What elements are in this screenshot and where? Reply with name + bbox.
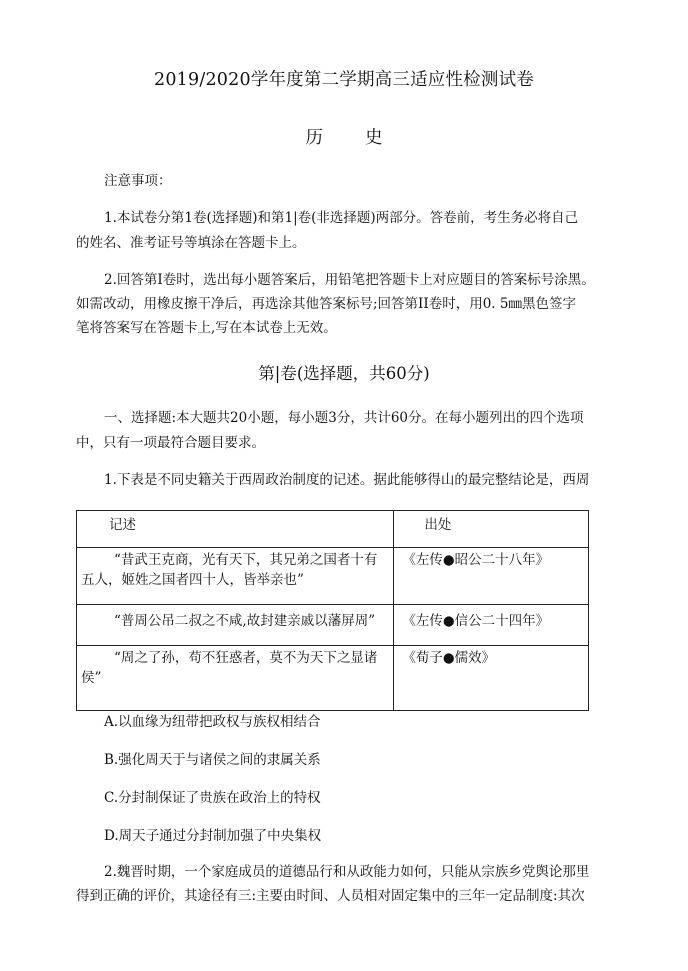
- option-c: C.分封制保证了贵族在政治上的特权: [104, 790, 321, 806]
- table-record-1: “昔武王克商，光有天下，其兄弟之国者十有五人，姬姓之国者四十人，皆举亲也”: [81, 552, 378, 588]
- instructions-line-1: 一、选择题:本大题共20小题，每小题3分，共计60分。在每小题列出的四个选项: [104, 410, 584, 426]
- table-record-3: “周之了孙，苟不狂惑者，莫不为天下之显诸侯”: [81, 650, 378, 686]
- notice-item-1-line-2: 的姓名、准考证号等填涂在答题卡上。: [76, 235, 306, 251]
- table-source-1: 《左传●昭公二十八年》: [394, 548, 589, 605]
- question-1-stem: 1.下表是不同史籍关于西周政治制度的记述。据此能够得山的最完整结论是，西周: [104, 472, 590, 488]
- subject-char-1: 历: [305, 128, 323, 148]
- notice-item-2-line-2: 如需改动，用橡皮擦干净后，再选涂其他答案标号;回答第II卷时，用0. 5㎜黑色签字: [76, 296, 576, 312]
- table-record-2: “普周公吊二叔之不咸,故封建亲戚以藩屏周”: [114, 613, 376, 629]
- option-b: B.强化周天于与诸侯之间的隶属关系: [104, 752, 321, 768]
- option-d: D.周天子通过分封制加强了中央集权: [104, 828, 322, 844]
- subject-char-2: 史: [365, 128, 383, 148]
- table-source-3: 《荀子●儒效》: [394, 646, 589, 711]
- table-row: [77, 548, 589, 605]
- table-row: [77, 605, 589, 646]
- source-table: [76, 510, 589, 711]
- notice-item-1-line-1: 1.本试卷分第1卷(选择题)和第1|卷(非选择题)两部分。答卷前，考生务必将自己: [104, 210, 579, 226]
- option-a: A.以血缘为纽带把政权与族权相结合: [104, 714, 321, 730]
- subject-heading: [0, 124, 688, 149]
- notice-item-2-line-1: 2.回答第Ⅰ卷时，选出每小题答案后，用铅笔把答题卡上对应题目的答案标号涂黑。: [104, 272, 595, 288]
- instructions-line-2: 中，只有一项最符合题目要求。: [76, 435, 265, 451]
- table-header-row: [77, 511, 589, 548]
- table-source-2: 《左传●信公二十四年》: [394, 605, 589, 646]
- table-row: [77, 646, 589, 711]
- section-title: 第|卷(选择题，共60分): [258, 364, 430, 383]
- header-source: 出处: [394, 511, 589, 548]
- question-2-line-2: 得到正确的评价，其途径有三:主要由时间、人员相对固定集中的三年一定品制度:其次: [76, 888, 585, 904]
- exam-title: 2019/2020学年度第二学期高三适应性检测试卷: [154, 70, 534, 90]
- question-2-line-1: 2.魏晋时期，一个家庭成员的道德品行和从政能力如何，只能从宗族乡党舆论那里: [104, 864, 590, 880]
- notice-heading: 注意事项：: [104, 173, 172, 189]
- header-record: 记述: [77, 511, 394, 548]
- notice-item-2-line-3: 笔将答案写在答题卡上,写在本试卷上无效。: [76, 320, 337, 336]
